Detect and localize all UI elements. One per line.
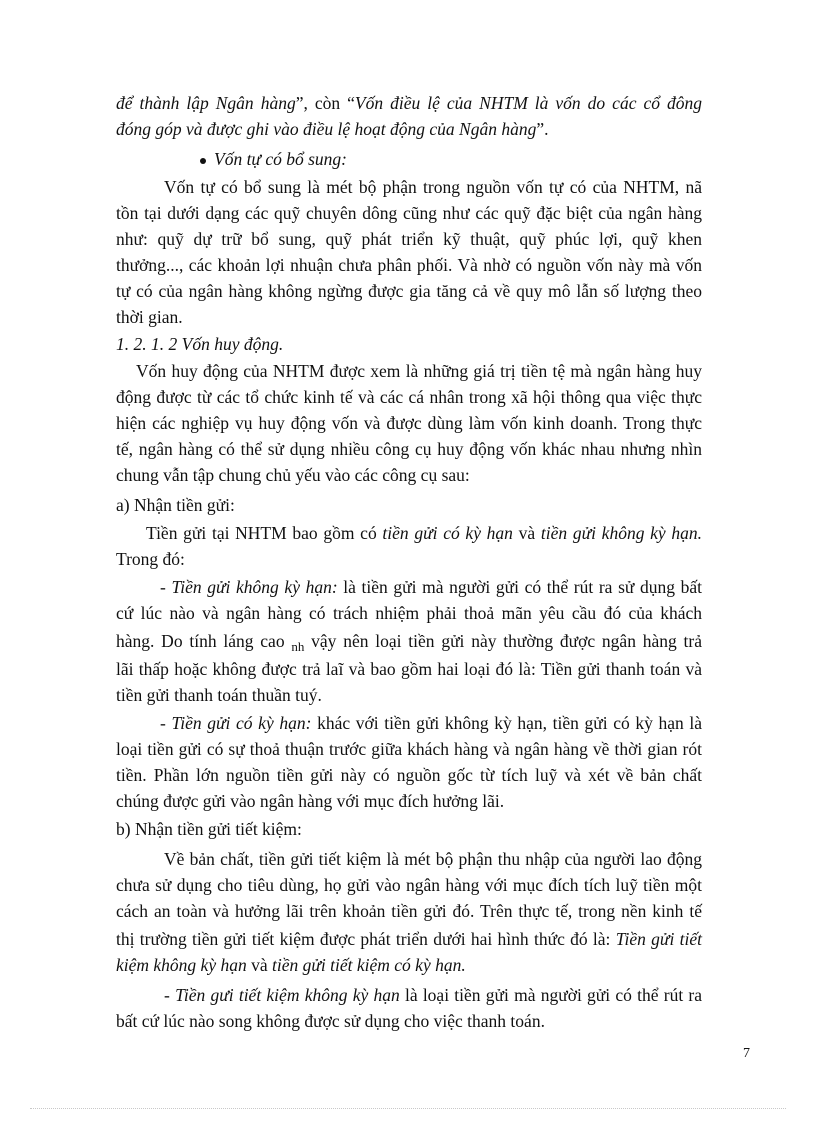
paragraph-line: thưởng..., các khoản lợi nhuận chưa phân phối. Và nhờ có nguồn vốn này mà vốn — [116, 255, 702, 275]
paragraph-line: chung vẫn tập chung chủ yếu vào các công cụ sau: — [116, 465, 470, 485]
text: khác với tiền gửi không kỳ hạn, tiền gửi có kỳ hạn là — [311, 713, 703, 733]
paragraph-line — [146, 520, 702, 546]
italic-text: tiền gửi tiết kiệm có kỳ hạn. — [272, 955, 466, 975]
subscript-text: nh — [291, 639, 305, 654]
text: - — [160, 713, 172, 733]
italic-text: Tiền gửi không kỳ hạn: — [171, 577, 338, 597]
text: ”. — [536, 119, 549, 139]
paragraph-line — [116, 926, 702, 952]
paragraph-line: bất cứ lúc nào song không được sử dụng cho việc thanh toán. — [116, 1011, 545, 1031]
paragraph-line — [160, 574, 702, 600]
text: - — [164, 985, 176, 1005]
paragraph-line: Về bản chất, tiền gửi tiết kiệm là mét bộ phận thu nhập của người lao động — [164, 849, 702, 869]
paragraph-line: Trong đó: — [116, 549, 185, 569]
paragraph-line — [160, 710, 702, 736]
italic-text: Tiền gửi tiết — [615, 929, 702, 949]
paragraph-line: hiện các nghiệp vụ huy động vốn và được dùng làm vốn kinh doanh. Trong thực — [116, 413, 702, 433]
section-heading: 1. 2. 1. 2 Vốn huy động. — [116, 334, 284, 354]
text: và — [512, 523, 541, 543]
text: - — [160, 577, 172, 597]
bullet-item — [200, 146, 347, 172]
text: thị trường tiền gửi tiết kiệm được phát triển dưới hai hình thức đó là: — [116, 929, 616, 949]
text: hàng. Do tính láng cao — [116, 631, 292, 651]
subsection-label: a) Nhận tiền gửi: — [116, 495, 235, 515]
page-number: 7 — [743, 1046, 750, 1061]
subsection-label: b) Nhận tiền gửi tiết kiệm: — [116, 819, 302, 839]
paragraph-line — [116, 628, 702, 656]
italic-text: để thành lập Ngân hàng — [116, 93, 296, 113]
paragraph-line — [116, 90, 702, 116]
bullet-dot-icon — [200, 158, 206, 164]
text: Tiền gửi tại NHTM bao gồm có — [146, 523, 383, 543]
text: vậy nên loại tiền gửi này thường được ngân hàng trả — [304, 631, 702, 651]
paragraph-line: Vốn tự có bổ sung là mét bộ phận trong nguồn vốn tự có của NHTM, nã — [164, 177, 702, 197]
paragraph-line: chúng được gửi vào ngân hàng với mục đích hưởng lãi. — [116, 791, 505, 811]
bullet-label: Vốn tự có bổ sung: — [214, 149, 348, 169]
paragraph-line: tự có của ngân hàng không ngừng được gia tăng cả về quy mô lẫn số lượng theo — [116, 281, 702, 301]
text: là loại tiền gửi mà người gửi có thể rút ra — [399, 985, 703, 1005]
paragraph-line: Vốn huy động của NHTM được xem là những giá trị tiền tệ mà ngân hàng huy — [136, 361, 702, 381]
italic-text: kiệm không kỳ hạn — [116, 955, 247, 975]
italic-text: Vốn điều lệ của NHTM là vốn do các cổ đông — [354, 93, 702, 113]
text: ”, còn “ — [295, 93, 355, 113]
paragraph-line — [116, 952, 702, 978]
paragraph-line: thời gian. — [116, 307, 183, 327]
text: và — [246, 955, 272, 975]
paragraph-line: tiền gửi thanh toán thuần tuý. — [116, 685, 322, 705]
paragraph-line — [116, 116, 702, 142]
text: là tiền gửi mà người gửi có thể rút ra sử dụng bất — [337, 577, 703, 597]
italic-text: tiền gửi không kỳ hạn. — [540, 523, 703, 543]
italic-text: đóng góp và được ghi vào điều lệ hoạt động của Ngân hàng — [116, 119, 537, 139]
paragraph-line: tồn tại dưới dạng các quỹ chuyên dông cũng như các quỹ đặc biệt của ngân hàng — [116, 203, 702, 223]
paragraph-line: chưa sử dụng cho tiêu dùng, họ gửi vào ngân hàng với mục đích tích luỹ tiền một — [116, 875, 702, 895]
paragraph-line: tế, ngân hàng có thể sử dụng nhiều công cụ huy động vốn khác nhau nhưng nhìn — [116, 439, 702, 459]
paragraph-line — [164, 982, 702, 1008]
paragraph-line: lãi thấp hoặc không được trả laĩ và bao gồm hai loại đó là: Tiền gửi thanh toán và — [116, 659, 702, 679]
paragraph-line: cứ lúc nào và ngân hàng có trách nhiệm phải thoả mãn yêu cầu đó của khách — [116, 603, 702, 623]
paragraph-line: tiền. Phần lớn nguồn tiền gửi này có nguồn gốc từ tích luỹ và xét về bản chất — [116, 765, 702, 785]
footer-divider — [30, 1108, 786, 1109]
italic-text: Tiền gưi tiết kiệm không kỳ hạn — [175, 985, 400, 1005]
paragraph-line: loại tiền gửi có sự thoả thuận trước giữa khách hàng và ngân hàng về thời gian rót — [116, 739, 702, 759]
italic-text: Tiền gửi có kỳ hạn: — [171, 713, 312, 733]
paragraph-line: cách an toàn và hưởng lãi trên khoản tiền gửi đó. Trên thực tế, trong nền kinh tế — [116, 901, 702, 921]
italic-text: tiền gửi có kỳ hạn — [382, 523, 513, 543]
paragraph-line: động được từ các tổ chức kinh tế và các cá nhân trong xã hội thông qua việc thực — [116, 387, 702, 407]
paragraph-line: như: quỹ dự trữ bổ sung, quỹ phát triển kỹ thuật, quỹ phúc lợi, quỹ khen — [116, 229, 702, 249]
